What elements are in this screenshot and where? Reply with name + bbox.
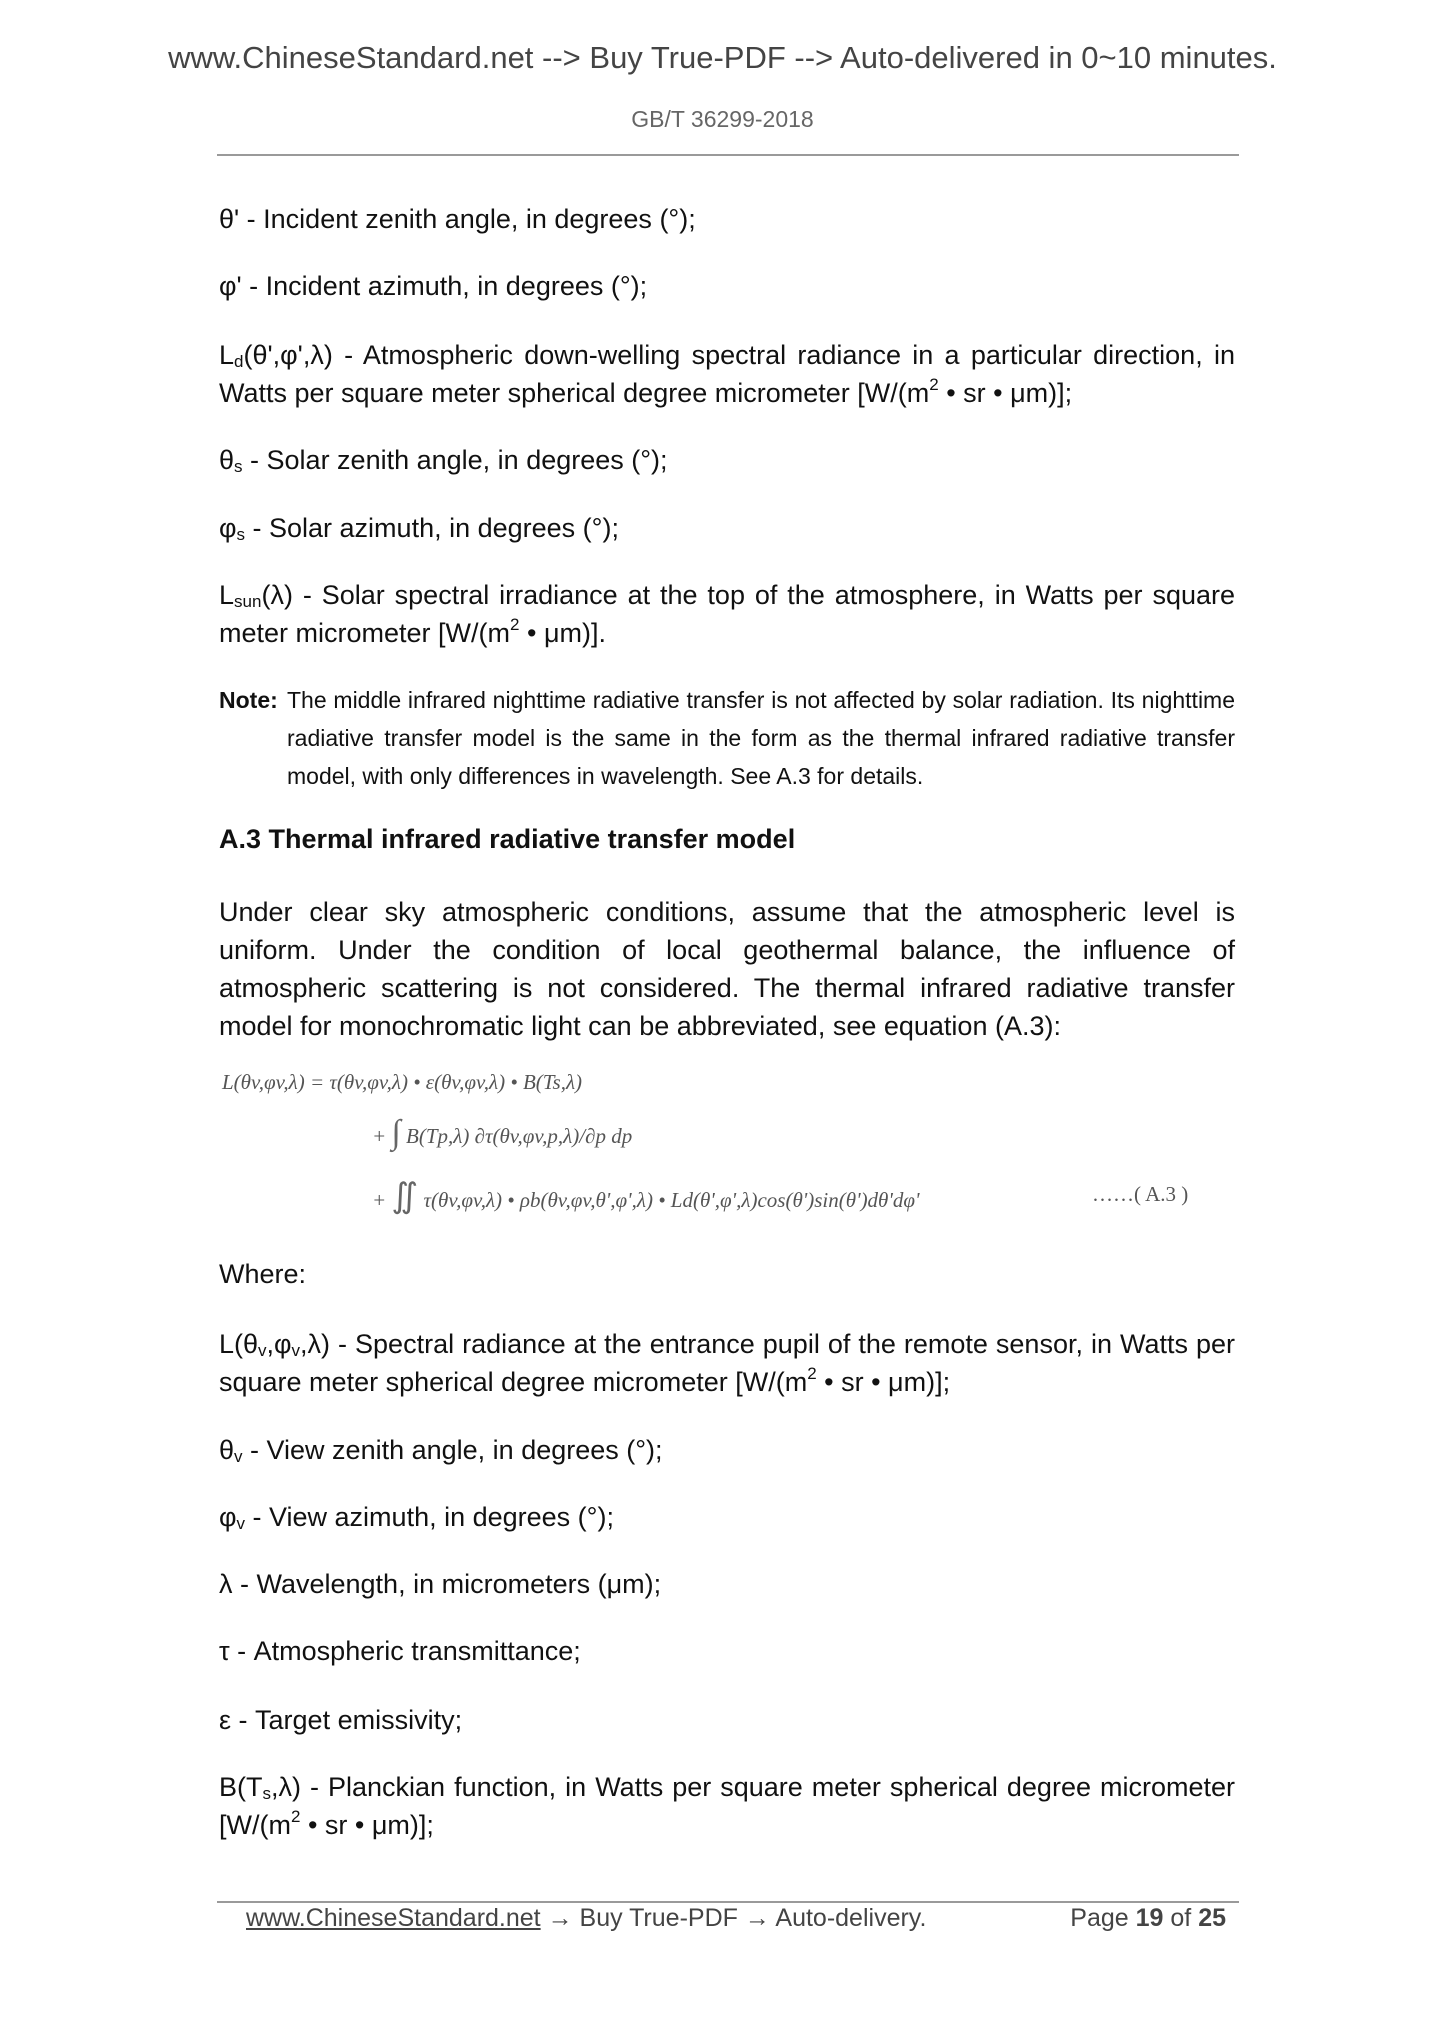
note-label: Note: <box>219 687 278 713</box>
definition-mid: ,λ) - Planckian function, in Watts per square meter spherical degree micrometer [W/(m <box>219 1772 1235 1840</box>
note <box>219 681 1235 795</box>
equation-line-2: B(Tp,λ) ∂τ(θv,φv,p,λ)/∂p dp <box>406 1124 633 1148</box>
note-text: The middle infrared nighttime radiative transfer is not affected by solar radiation. Its nighttime radiative transfer model is the same in the form as the thermal infrared radiative transfer model, with only differences in wavelength. See A.3 for details. <box>287 687 1235 789</box>
footer-divider <box>217 1901 1239 1903</box>
definition-pre: L <box>219 340 235 370</box>
footer-site-link[interactable]: www.ChineseStandard.net <box>246 1904 541 1932</box>
definition-pre: L(θ <box>219 1329 259 1359</box>
header-banner: www.ChineseStandard.net --> Buy True-PDF --> Auto-delivered in 0~10 minutes. <box>168 40 1277 75</box>
definition-pre: θ' - Incident zenith angle, in degrees (°); <box>219 204 696 234</box>
definition-item <box>219 336 1235 412</box>
definition-pre: θ <box>219 445 235 475</box>
definition-sub: sun <box>234 592 262 611</box>
definition-pre: φ' - Incident azimuth, in degrees (°); <box>219 271 648 301</box>
where-label: Where: <box>219 1259 307 1289</box>
definition-sup: 2 <box>807 1364 817 1383</box>
definition-pre: τ - Atmospheric transmittance; <box>219 1636 581 1666</box>
definition-sub: v <box>234 1447 243 1466</box>
definition-item <box>219 1632 1235 1670</box>
definition-pre: ε - Target emissivity; <box>219 1705 463 1735</box>
page-indicator <box>1070 1904 1226 1933</box>
definition-mid: - View zenith angle, in degrees (°); <box>242 1435 663 1465</box>
definition-pre: B(T <box>219 1772 263 1802</box>
plus: + <box>372 1124 387 1148</box>
section-heading: A.3 Thermal infrared radiative transfer model <box>219 824 796 854</box>
definition-post: • sr • μm)]; <box>816 1367 951 1397</box>
definition-post: • sr • μm)]; <box>938 378 1073 408</box>
footer-text: → Buy True-PDF → Auto-delivery. <box>540 1904 927 1932</box>
definition-mid: - Solar azimuth, in degrees (°); <box>245 513 619 543</box>
definition-pre: φ <box>219 513 237 543</box>
definition-pre: λ - Wavelength, in micrometers (μm); <box>219 1569 662 1599</box>
definition-sub: d <box>234 352 244 371</box>
definition-item <box>219 1325 1235 1401</box>
definition-sub: s <box>234 457 243 476</box>
of-label: of <box>1170 1904 1192 1932</box>
definition-sup: 2 <box>290 1807 301 1826</box>
definition-item <box>219 200 1235 238</box>
definition-item <box>219 576 1235 652</box>
definition-mid: - Solar zenith angle, in degrees (°); <box>242 445 668 475</box>
definition-mid: (θ',φ',λ) - Atmospheric down-welling spectral radiance in a particular direction, in Watts per square meter spherical degree micrometer [W/(m <box>219 340 1235 408</box>
definition-item <box>219 1565 1235 1603</box>
definition-sub2: v <box>291 1341 301 1360</box>
definition-sup: 2 <box>929 375 939 394</box>
definition-item <box>219 509 1235 547</box>
definition-mid2: ,λ) - Spectral radiance at the entrance pupil of the remote sensor, in Watts per square meter spherical degree micrometer [W/(m <box>219 1329 1235 1397</box>
definition-sub: v <box>236 1514 246 1533</box>
definition-sub: s <box>262 1784 271 1803</box>
definition-item <box>219 441 1235 479</box>
definition-item <box>219 1768 1235 1844</box>
plus: + <box>372 1188 387 1212</box>
equation-number: ……( A.3 ) <box>1092 1182 1189 1206</box>
header-divider <box>217 154 1239 156</box>
definition-item <box>219 267 1235 305</box>
definition-post: • sr • μm)]; <box>300 1810 434 1840</box>
definition-item <box>219 1431 1235 1469</box>
equation-line-1: L(θv,φv,λ) = τ(θv,φv,λ) • ε(θv,φv,λ) • B(Ts,λ) <box>222 1070 583 1094</box>
definition-pre: φ <box>219 1502 237 1532</box>
definition-post: • μm)]. <box>519 618 606 648</box>
definition-sub: v <box>258 1341 267 1360</box>
equation-line-3: τ(θv,φv,λ) • ρb(θv,φv,θ',φ',λ) • Ld(θ',φ',λ)cos(θ')sin(θ')dθ'dφ' <box>423 1188 920 1212</box>
definition-mid: ,φ <box>266 1329 292 1359</box>
page-number: 19 <box>1135 1904 1164 1932</box>
definition-item <box>219 1498 1235 1536</box>
definition-mid: (λ) - Solar spectral irradiance at the top of the atmosphere, in Watts per square meter micrometer [W/(m <box>219 580 1235 648</box>
double-integral-symbol: ∬ <box>391 1178 419 1215</box>
definition-pre: θ <box>219 1435 235 1465</box>
definition-sub: s <box>236 525 246 544</box>
definition-mid: - View azimuth, in degrees (°); <box>245 1502 614 1532</box>
integral-symbol: ∫ <box>391 1114 401 1151</box>
intro-paragraph: Under clear sky atmospheric conditions, assume that the atmospheric level is uniform. Under the condition of local geothermal balance, the influence of atmospheric scattering is not considered. The thermal infrared radiative transfer model for monochromatic light can be abbreviated, see equation (A.3): <box>219 897 1235 1041</box>
equation-a3 <box>222 1070 1242 1230</box>
definition-pre: L <box>219 580 235 610</box>
standard-number: GB/T 36299-2018 <box>631 106 814 132</box>
definition-sup: 2 <box>510 615 520 634</box>
footer <box>246 1904 1226 1933</box>
page-total: 25 <box>1198 1904 1226 1932</box>
page-label: Page <box>1070 1904 1129 1932</box>
definition-item <box>219 1701 1235 1739</box>
